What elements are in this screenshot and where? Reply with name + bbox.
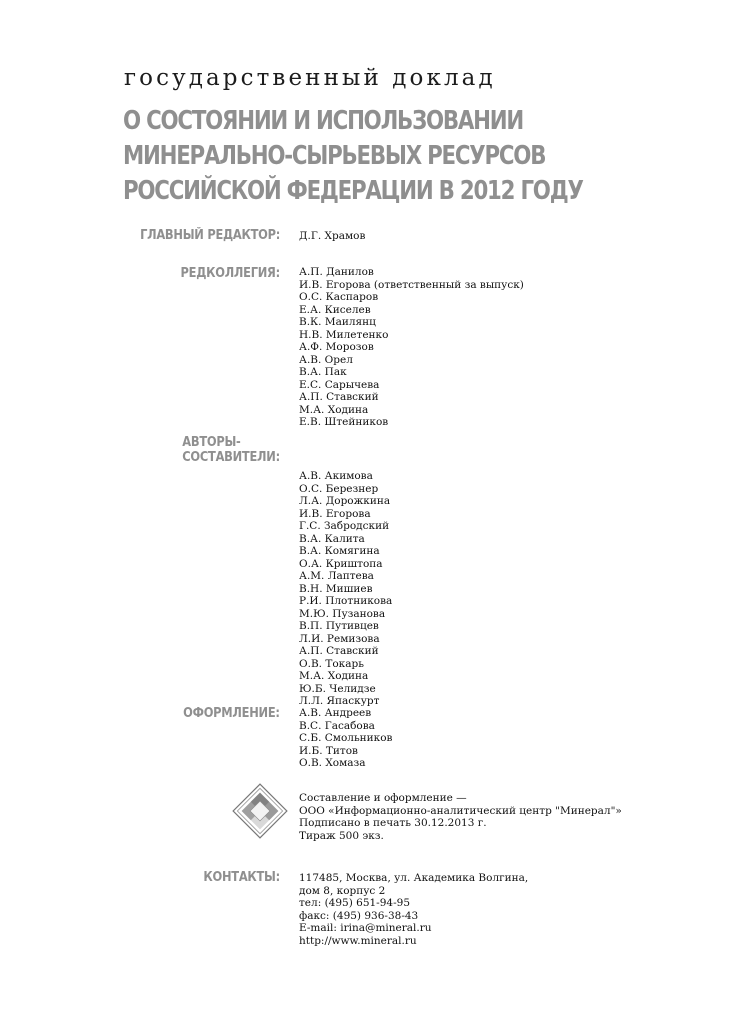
list-item: В.А. Калита — [299, 532, 365, 545]
authors-label-line: СОСТАВИТЕЛИ: — [182, 450, 280, 465]
list-item: Л.И. Ремизова — [299, 632, 380, 645]
publisher-line: Составление и оформление — — [299, 792, 467, 804]
list-item: А.Ф. Морозов — [299, 341, 374, 353]
editor-label: ГЛАВНЫЙ РЕДАКТОР: — [140, 228, 280, 243]
list-item: Л.Л. Япаскурт — [299, 695, 380, 707]
list-item: В.Н. Мишиев — [299, 582, 373, 595]
list-item: И.В. Егорова — [299, 507, 371, 520]
publisher-info — [299, 792, 622, 842]
list-item: А.П. Ставский — [299, 391, 379, 403]
title-line: РОССИЙСКОЙ ФЕДЕРАЦИИ В 2012 ГОДУ — [123, 176, 583, 206]
list-item: О.С. Березнер — [299, 482, 379, 495]
contacts-info — [299, 872, 528, 947]
website-link[interactable]: http://www.mineral.ru — [299, 934, 417, 947]
list-item: М.А. Ходина — [299, 670, 369, 682]
list-item: Г.С. Забродский — [299, 520, 390, 532]
list-item: О.В. Хомаза — [299, 757, 366, 769]
title-line: МИНЕРАЛЬНО-СЫРЬЕВЫХ РЕСУРСОВ — [123, 141, 546, 171]
mineral-center-logo — [231, 782, 289, 840]
contacts-label: КОНТАКТЫ: — [203, 870, 280, 885]
address-line: дом 8, корпус 2 — [299, 884, 386, 897]
list-item: В.К. Маилянц — [299, 316, 376, 328]
title-line: О СОСТОЯНИИ И ИСПОЛЬЗОВАНИИ — [123, 106, 524, 136]
editor-name: Д.Г. Храмов — [299, 230, 366, 242]
list-item: Р.И. Плотникова — [299, 595, 393, 607]
list-item: В.А. Пак — [299, 366, 347, 378]
list-item: А.П. Ставский — [299, 645, 379, 657]
address-line: 117485, Москва, ул. Академика Волгина, — [299, 872, 529, 884]
list-item: Е.А. Киселев — [299, 303, 371, 316]
email-link[interactable]: E-mail: irina@mineral.ru — [299, 922, 432, 934]
list-item: И.Б. Титов — [299, 744, 358, 757]
list-item: О.С. Каспаров — [299, 291, 379, 303]
list-item: О.А. Криштопа — [299, 557, 383, 570]
list-item: А.В. Андреев — [299, 707, 372, 719]
list-item: А.В. Орел — [299, 353, 353, 366]
authors-label-line: АВТОРЫ- — [182, 435, 241, 450]
list-item: Е.С. Сарычева — [299, 378, 380, 391]
design-label: ОФОРМЛЕНИЕ: — [183, 706, 280, 721]
phone-line: тел: (495) 651-94-95 — [299, 897, 410, 909]
list-item: Ю.Б. Челидзе — [299, 682, 376, 695]
list-item: Е.В. Штейников — [299, 416, 389, 428]
publisher-line: Подписано в печать 30.12.2013 г. — [299, 817, 487, 829]
list-item: Л.А. Дорожкина — [299, 495, 391, 507]
list-item: А.В. Акимова — [299, 470, 373, 482]
report-title — [123, 104, 583, 209]
design-list — [299, 707, 392, 770]
authors-label — [182, 435, 280, 465]
board-label: РЕДКОЛЛЕГИЯ: — [180, 266, 280, 281]
list-item: В.С. Гасабова — [299, 719, 375, 732]
list-item: А.М. Лаптева — [299, 570, 374, 582]
list-item: В.П. Путивцев — [299, 620, 379, 632]
list-item: О.В. Токарь — [299, 657, 364, 670]
fax-line: факс: (495) 936-38-43 — [299, 909, 419, 922]
list-item: Н.В. Милетенко — [299, 328, 389, 341]
list-item: В.А. Комягина — [299, 545, 380, 557]
list-item: И.В. Егорова (ответственный за выпуск) — [299, 278, 524, 291]
list-item: М.А. Ходина — [299, 403, 369, 416]
publisher-line: Тираж 500 экз. — [299, 829, 384, 842]
report-kicker: государственный доклад — [124, 65, 496, 91]
authors-list — [299, 470, 392, 708]
list-item: С.Б. Смольников — [299, 732, 393, 744]
list-item: М.Ю. Пузанова — [299, 607, 386, 620]
publisher-line: ООО «Информационно-аналитический центр "Минерал"» — [299, 804, 622, 817]
board-list — [299, 266, 524, 429]
list-item: А.П. Данилов — [299, 266, 374, 278]
